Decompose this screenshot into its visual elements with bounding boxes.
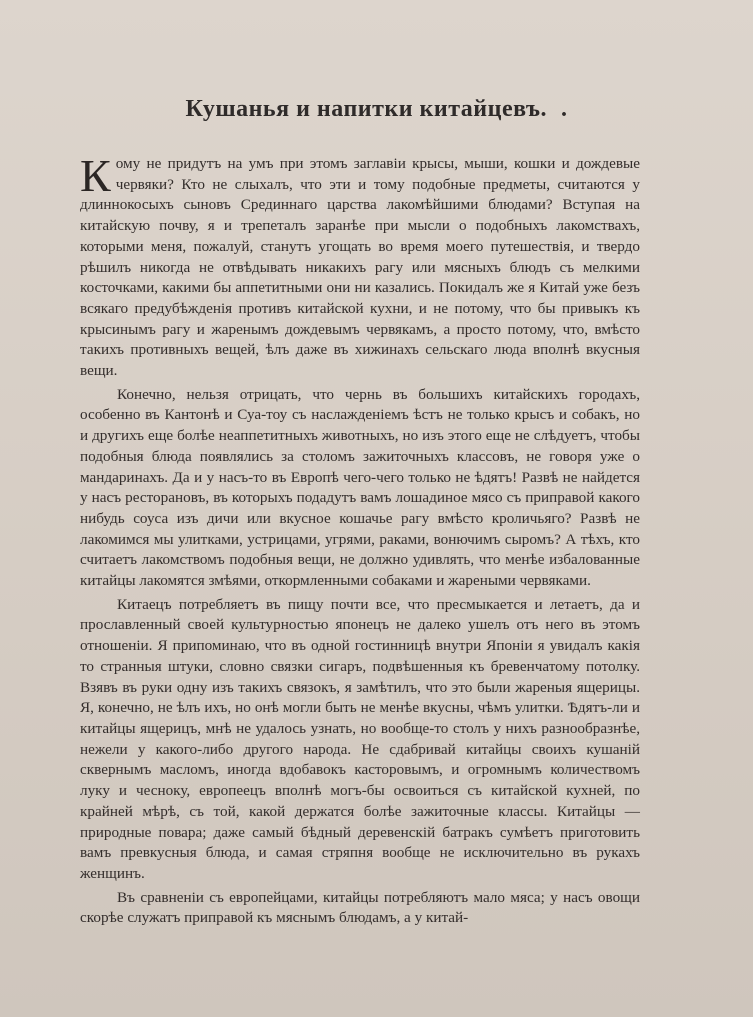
chapter-title xyxy=(0,96,753,123)
paragraph-2: Конечно, нельзя отрицать, что чернь въ большихъ китайскихъ городахъ, особенно въ Кантонѣ и Суа-тоу съ наслажденіемъ ѣстъ не только крысъ и собакъ, но и другихъ еще болѣе неаппетитныхъ животныхъ, но изъ этого еще не слѣдуетъ, чтобы подобныя блюда появлялись за столомъ зажиточныхъ классовъ, не говоря уже о мандаринахъ. Да и у насъ-то въ Европѣ чего-чего только не ѣдятъ! Развѣ не найдется у насъ ресторановъ, въ которыхъ подадутъ вамъ лошадиное мясо съ приправой какого нибудь соуса изъ дичи или вкусное кошачье рагу вмѣсто кроличьяго? Развѣ не лакомимся мы улитками, устрицами, угрями, раками, вонючимъ сыромъ? А тѣхъ, кто считаетъ лакомствомъ подобныя вещи, не должно удивлять, что менѣе избалованные китайцы лакомятся змѣями, откормленными собаками и жареными червяками. xyxy=(80,385,640,590)
drop-cap: К xyxy=(80,150,111,201)
paragraph-4: Въ сравненіи съ европейцами, китайцы потребляютъ мало мяса; у насъ овощи скорѣе служатъ приправой къ мяснымъ блюдамъ, а у китай- xyxy=(80,888,640,927)
body-text xyxy=(80,150,640,929)
paragraph-3: Китаецъ потребляетъ въ пищу почти все, что пресмыкается и летаетъ, да и прославленный своей культурностью японецъ не далеко ушелъ отъ него въ этомъ отношеніи. Я припоминаю, что въ одной гостинницѣ внутри Японіи я увидалъ какія то странныя штуки, словно связки сигаръ, подвѣшенныя къ бревенчатому потолку. Взявъ въ руки одну изъ такихъ связокъ, я замѣтилъ, что это были жареныя ящерицы. Я, конечно, не ѣлъ ихъ, но онѣ могли быть не менѣе вкусны, чѣмъ улитки. Ѣдятъ-ли и китайцы ящерицъ, мнѣ не удалось узнать, но вообще-то столъ у нихъ разнообразнѣе, нежели у какого-либо другого народа. Не сдабривай китайцы своихъ кушаній сквернымъ масломъ, иногда вдобавокъ касторовымъ, и огромнымъ количествомъ луку и чесноку, европеецъ вполнѣ могъ-бы освоиться съ китайской кухней, по крайней мѣрѣ, съ той, какой держатся болѣе зажиточные классы. Китайцы — природные повара; даже самый бѣдный деревенскій батракъ сумѣетъ приготовить вамъ превкусныя блюда, и самая стряпня вообще не исключительно въ рукахъ женщинъ. xyxy=(80,595,640,882)
paragraph-1-text: ому не придутъ на умъ при этомъ заглавіи крысы, мыши, кошки и дождевые червяки? Кто не слыхалъ, что эти и тому подобные предметы, считаются у длиннокосыхъ сыновъ Срединнаго царства лакомѣйшими блюдами? Вступая на китайскую почву, я и трепеталъ заранѣе при мысли о подобныхъ лакомствахъ, которыми меня, пожалуй, станутъ угощать во время моего путешествія, и твердо рѣшилъ никогда не отвѣдывать никакихъ рагу или мясныхъ блюдъ съ мелкими косточками, какими бы аппетитными они ни казались. Покидалъ же я Китай уже безъ всякаго предубѣжденія противъ китайской кухни, и не потому, что бы привыкъ къ крысинымъ рагу и жаренымъ дождевымъ червякамъ, а просто потому, что, вмѣсто такихъ противныхъ вещей, ѣлъ даже въ хижинахъ сельскаго люда вполнѣ вкусныя вещи. xyxy=(80,155,640,380)
chapter-title-text: Кушанья и напитки китайцевъ. xyxy=(185,96,547,122)
paragraph-1 xyxy=(80,150,640,382)
title-stray-dot: . xyxy=(560,96,568,122)
